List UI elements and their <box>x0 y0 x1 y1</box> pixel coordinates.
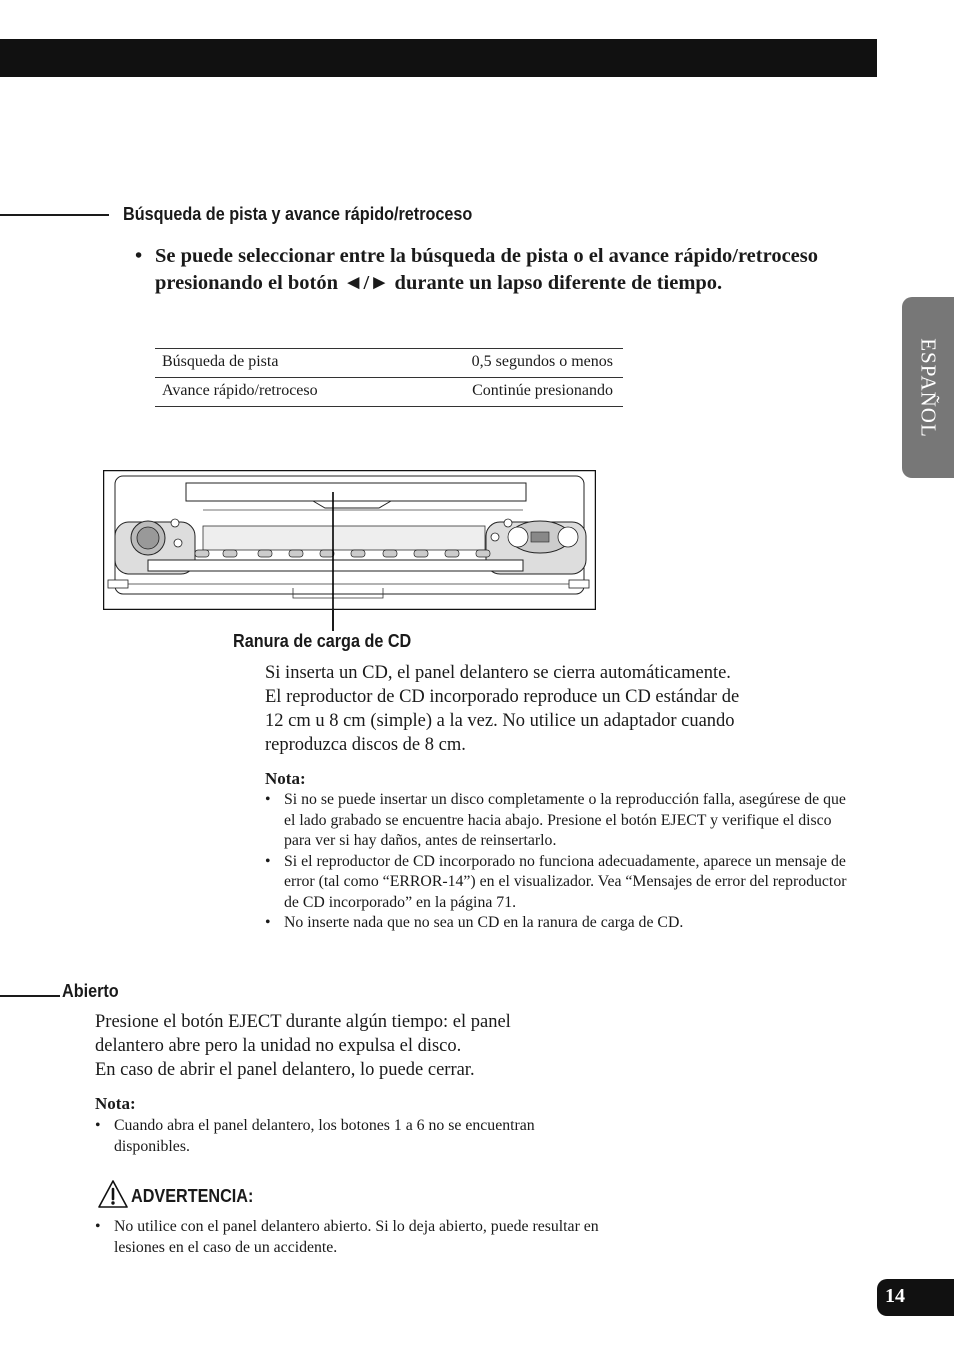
open-notes-list <box>95 1116 610 1157</box>
table-cell-action: Búsqueda de pista <box>155 349 398 378</box>
section-rule <box>0 214 109 216</box>
table-row <box>155 378 623 407</box>
language-tab <box>902 297 954 478</box>
section-heading-open: Abierto <box>62 981 119 1001</box>
head-unit-illustration <box>103 470 596 610</box>
text-line: El reproductor de CD incorporado reproduce un CD estándar de <box>265 687 740 707</box>
cd-slot-description <box>265 661 855 757</box>
list-item: • No inserte nada que no sea un CD en la ranura de carga de CD. <box>265 913 847 934</box>
bullet-dot: • <box>135 245 143 267</box>
warning-heading <box>97 1179 397 1211</box>
text-line: 12 cm u 8 cm (simple) a la vez. No utilice un adaptador cuando <box>265 711 735 731</box>
language-tab-label: ESPAÑOL <box>916 337 941 438</box>
note-title: Nota: <box>95 1094 136 1113</box>
warning-notes-list <box>95 1217 610 1258</box>
search-mode-table <box>155 348 623 407</box>
text-line: delantero abre pero la unidad no expulsa el disco. <box>95 1036 462 1056</box>
text-line: Presione el botón EJECT durante algún tiempo: el panel <box>95 1012 511 1032</box>
intro-bullet <box>135 243 855 297</box>
warning-triangle-icon <box>97 1179 129 1209</box>
table-cell-action: Avance rápido/retroceso <box>155 378 398 407</box>
intro-bullet-text: Se puede seleccionar entre la búsqueda de pista o el avance rápido/retroceso presionando el botón ◄/► durante un lapso diferente de tiempo. <box>155 245 818 294</box>
table-cell-duration: Continúe presionando <box>398 378 623 407</box>
section-rule <box>0 995 60 997</box>
open-description <box>95 1010 655 1082</box>
text-line: reproduzca discos de 8 cm. <box>265 735 466 755</box>
section-heading-search: Búsqueda de pista y avance rápido/retroceso <box>123 204 473 224</box>
page-number: 14 <box>885 1285 905 1307</box>
cd-notes-list <box>265 790 847 934</box>
header-bar <box>0 39 877 77</box>
page-number-badge <box>877 1279 954 1316</box>
warning-label: ADVERTENCIA: <box>131 1186 254 1206</box>
table-cell-duration: 0,5 segundos o menos <box>398 349 623 378</box>
text-line: En caso de abrir el panel delantero, lo puede cerrar. <box>95 1060 475 1080</box>
list-item: • Si el reproductor de CD incorporado no funciona adecuadamente, aparece un mensaje de error (tal como “ERROR-14”) en el visualizador. Vea “Mensajes de error del reproductor de CD incorporado” en la página 71. <box>265 852 847 914</box>
note-title: Nota: <box>265 769 306 788</box>
list-item: • No utilice con el panel delantero abierto. Si lo deja abierto, puede resultar en lesiones en el caso de un accidente. <box>95 1217 610 1258</box>
list-item: • Cuando abra el panel delantero, los botones 1 a 6 no se encuentran disponibles. <box>95 1116 610 1157</box>
text-line: Si inserta un CD, el panel delantero se cierra automáticamente. <box>265 663 731 683</box>
list-item: • Si no se puede insertar un disco completamente o la reproducción falla, asegúrese de que el lado grabado se encuentre hacia abajo. Presione el botón EJECT y verifique el disco para ver si hay daños, antes de reinsertarlo. <box>265 790 847 852</box>
callout-line <box>332 609 334 631</box>
callout-cd-slot: Ranura de carga de CD <box>233 631 412 651</box>
table-row <box>155 349 623 378</box>
